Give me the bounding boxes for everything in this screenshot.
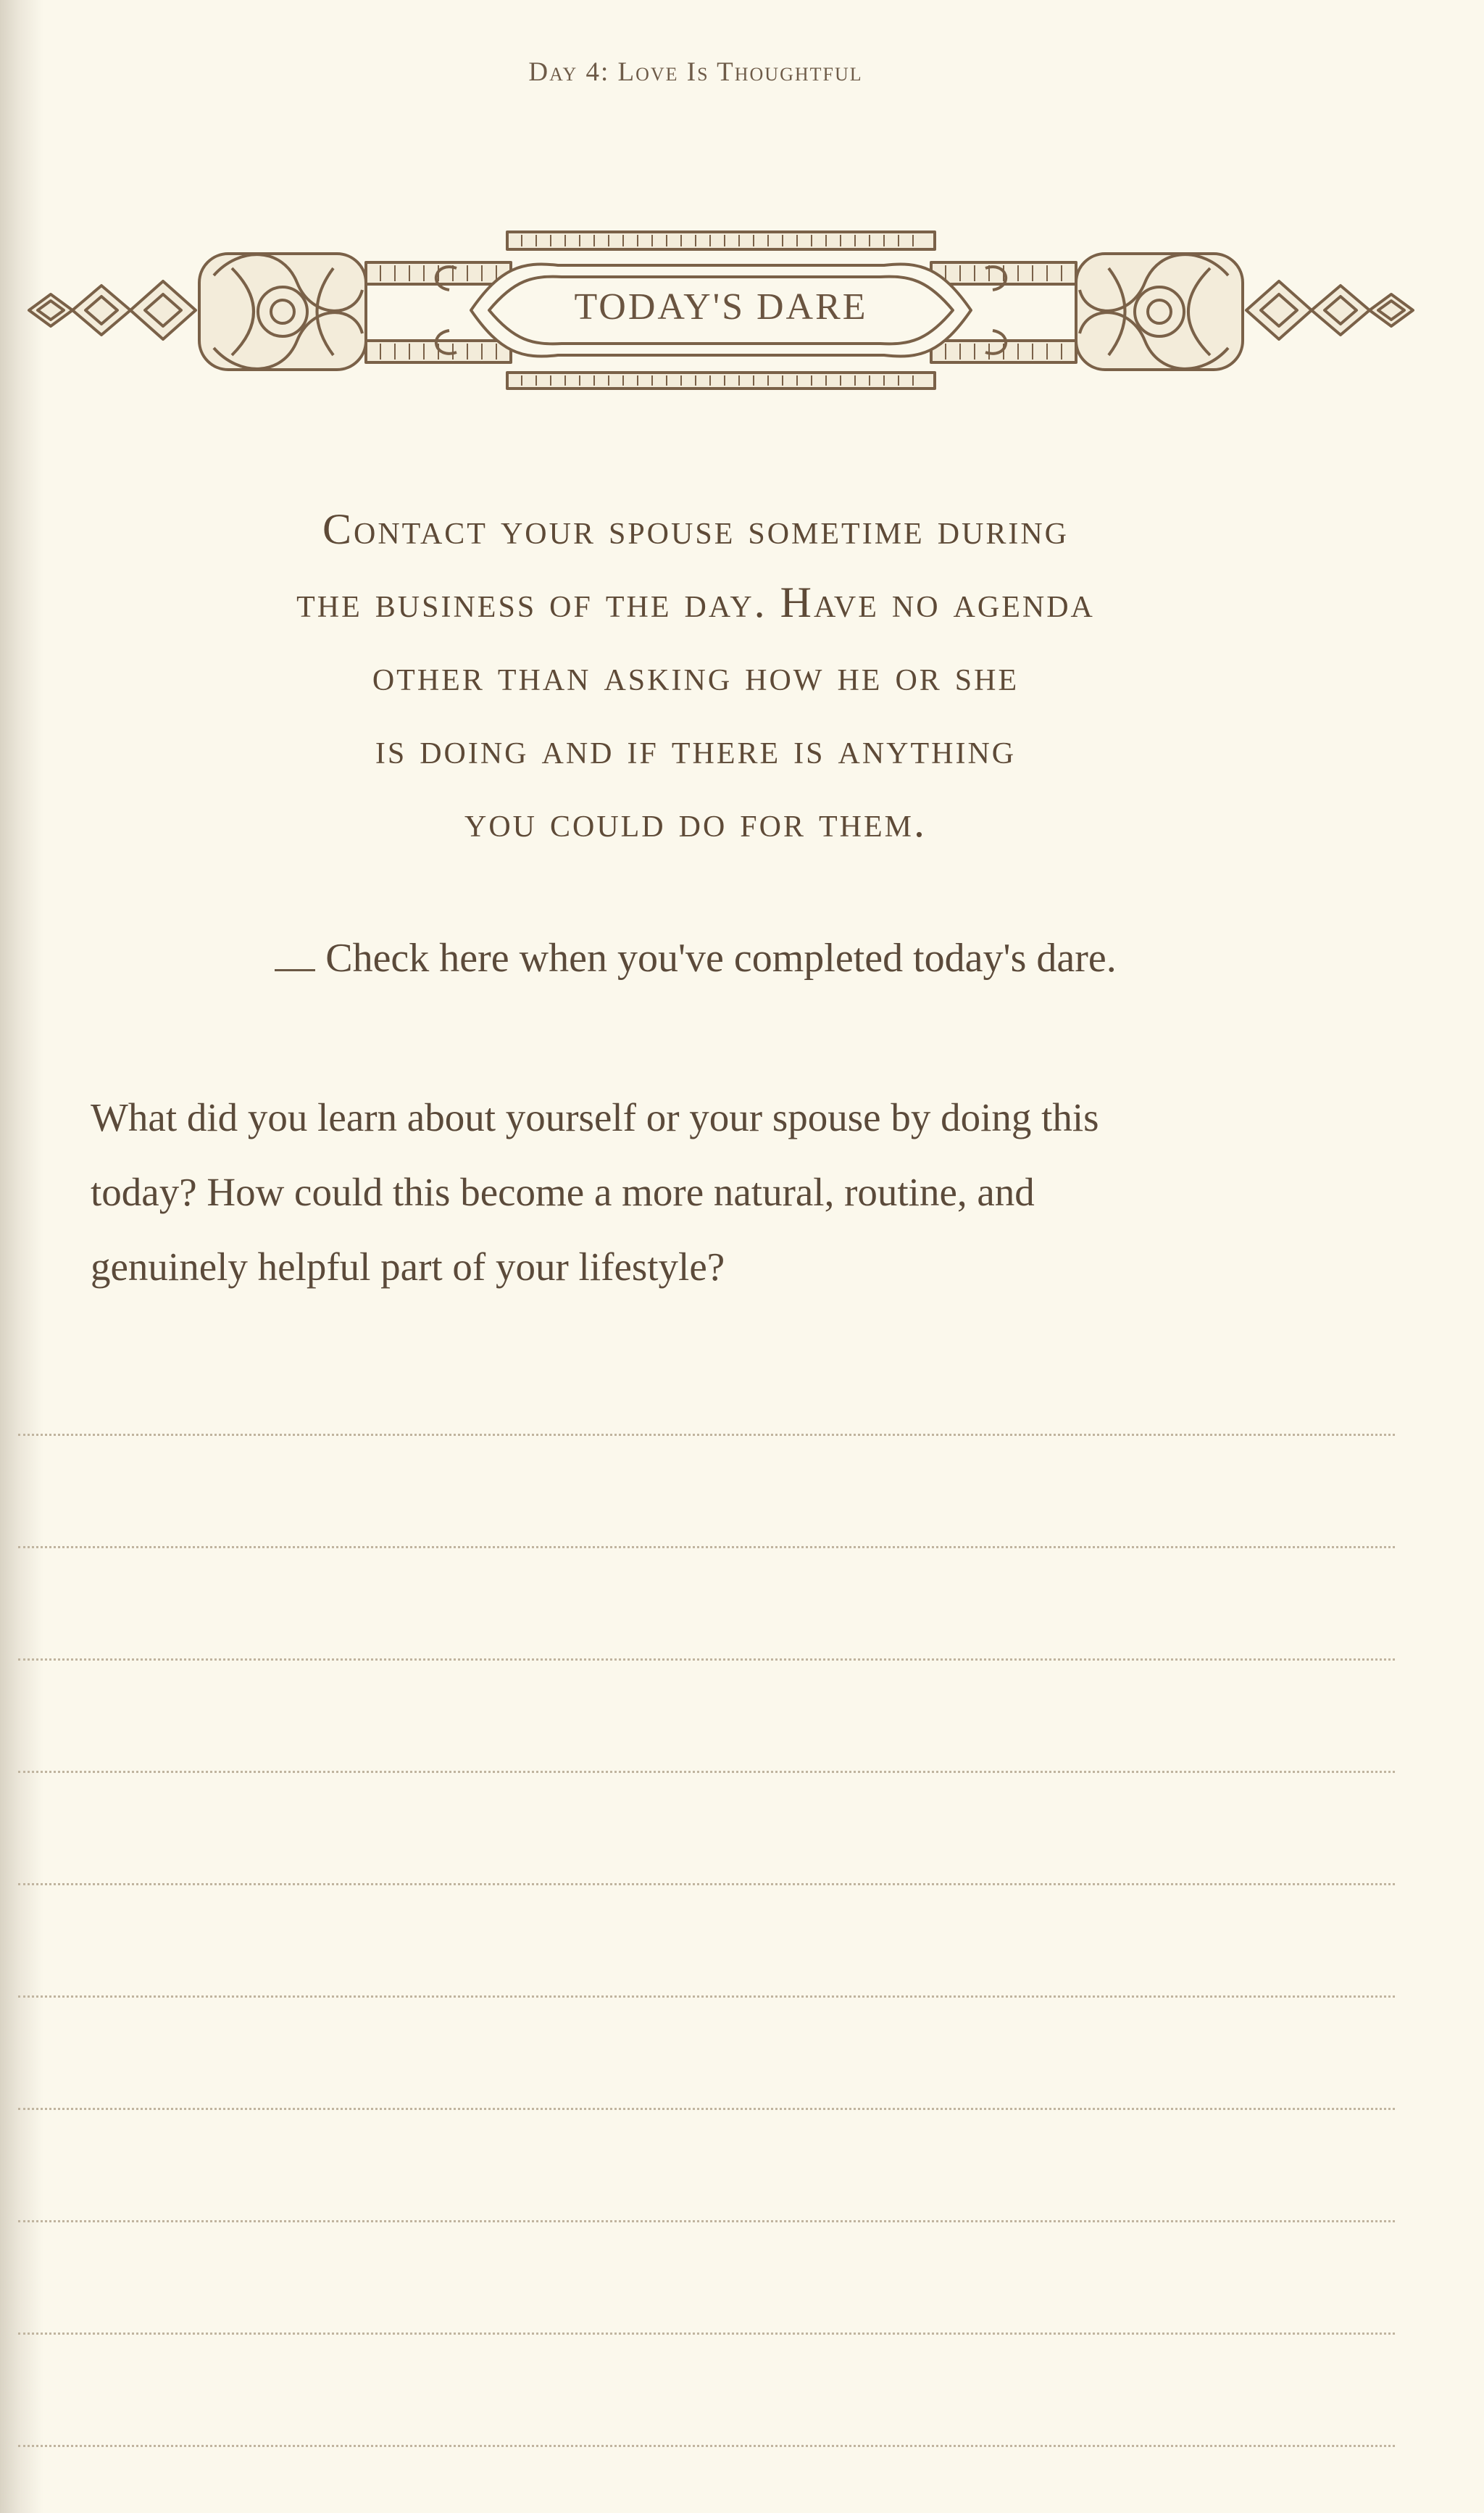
writing-area: [18, 0, 1395, 2513]
writing-line[interactable]: [18, 1883, 1395, 1885]
dare-instruction: Contact your spouse sometime during the business of the day. Have no agenda other than asking how he or she is doing and if there is anything you could do for them.: [296, 505, 1095, 846]
banner-title: TODAY'S DARE: [574, 286, 868, 328]
writing-line[interactable]: [18, 2333, 1395, 2335]
writing-line[interactable]: [18, 2220, 1395, 2222]
writing-line[interactable]: [18, 1995, 1395, 1998]
writing-line[interactable]: [18, 2445, 1395, 2447]
writing-line[interactable]: [18, 1434, 1395, 1436]
check-label: Check here when you've completed today's dare.: [325, 936, 1117, 981]
running-head: Day 4: Love Is Thoughtful: [528, 57, 863, 87]
writing-line[interactable]: [18, 1546, 1395, 1548]
writing-line[interactable]: [18, 2108, 1395, 2110]
writing-line[interactable]: [18, 1771, 1395, 1773]
reflection-prompt: What did you learn about yourself or your spouse by doing this today? How could this become a more natural, routine, and genuinely helpful part of your lifestyle?: [91, 1095, 1099, 1289]
writing-line[interactable]: [18, 1658, 1395, 1661]
